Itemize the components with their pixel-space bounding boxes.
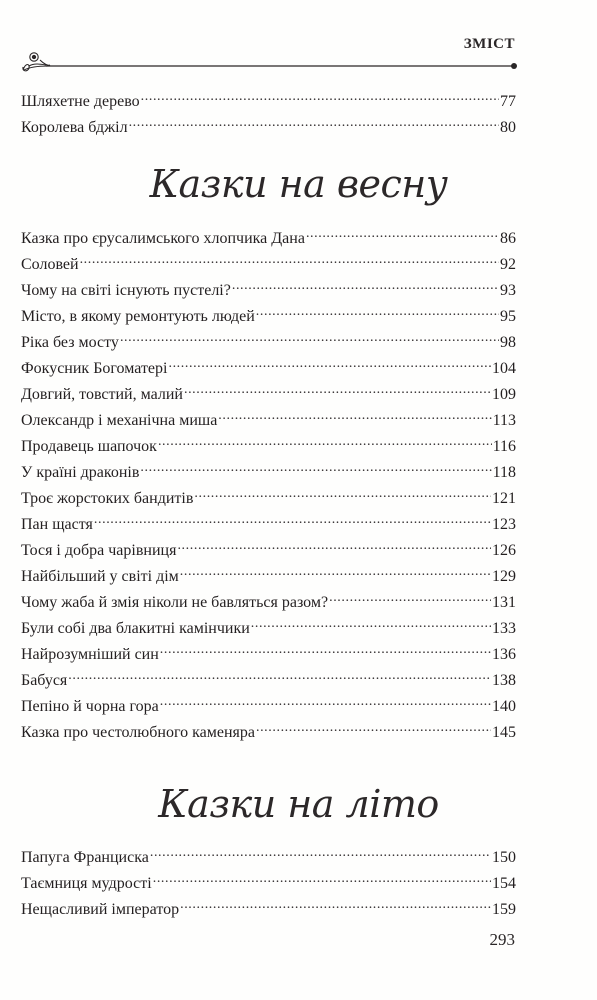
leader-dots: [158, 435, 492, 451]
toc-entry-page: 118: [492, 464, 516, 481]
toc-entry-title: Продавець шапочок: [21, 438, 157, 455]
toc-entry-page: 123: [492, 516, 516, 533]
toc-spring-list: [21, 226, 516, 746]
toc-entry[interactable]: [21, 304, 516, 330]
leader-dots: [184, 383, 491, 399]
toc-entry-page: 159: [492, 901, 516, 918]
section-heading-spring: Казки на весну: [149, 162, 448, 206]
toc-entry[interactable]: [21, 226, 516, 252]
toc-entry[interactable]: [21, 538, 516, 564]
toc-entry-page: 129: [492, 568, 516, 585]
leader-dots: [194, 487, 491, 503]
toc-top-list: [21, 89, 516, 141]
toc-entry[interactable]: [21, 720, 516, 746]
toc-entry-page: 138: [492, 672, 516, 689]
toc-entry-page: 86: [500, 230, 516, 247]
leader-dots: [256, 721, 491, 737]
toc-entry[interactable]: [21, 278, 516, 304]
toc-entry-title: Казка про честолюбного каменяра: [21, 724, 255, 741]
leader-dots: [80, 253, 499, 269]
leader-dots: [180, 898, 491, 914]
toc-entry-title: Довгий, товстий, малий: [21, 386, 183, 403]
toc-entry[interactable]: [21, 460, 516, 486]
toc-entry-title: Королева бджіл: [21, 119, 128, 136]
toc-entry-title: Шляхетне дерево: [21, 93, 140, 110]
toc-entry-page: 140: [492, 698, 516, 715]
toc-entry-title: Троє жорстоких бандитів: [21, 490, 194, 507]
toc-entry-title: Олександр і механічна миша: [21, 412, 218, 429]
toc-entry-page: 145: [492, 724, 516, 741]
toc-entry[interactable]: [21, 434, 516, 460]
toc-entry-page: 116: [492, 438, 516, 455]
toc-entry[interactable]: [21, 330, 516, 356]
toc-entry[interactable]: [21, 512, 516, 538]
leader-dots: [141, 90, 499, 106]
toc-entry-page: 92: [500, 256, 516, 273]
running-header-title: ЗМІСТ: [463, 36, 515, 52]
toc-entry[interactable]: [21, 694, 516, 720]
toc-entry-title: Найрозумніший син: [21, 646, 159, 663]
ornamental-rule-icon: [20, 50, 520, 80]
toc-entry[interactable]: [21, 382, 516, 408]
toc-entry-title: Ріка без мосту: [21, 334, 119, 351]
toc-entry-title: Місто, в якому ремонтують людей: [21, 308, 255, 325]
leader-dots: [306, 227, 499, 243]
toc-entry[interactable]: [21, 252, 516, 278]
toc-entry[interactable]: [21, 486, 516, 512]
toc-entry-title: Таємниця мудрості: [21, 875, 152, 892]
leader-dots: [140, 461, 491, 477]
toc-entry-page: 95: [500, 308, 516, 325]
leader-dots: [153, 872, 491, 888]
leader-dots: [160, 643, 491, 659]
toc-entry-page: 80: [500, 119, 516, 136]
page-number: 293: [489, 930, 515, 949]
toc-entry-title: Нещасливий імператор: [21, 901, 180, 918]
toc-entry[interactable]: [21, 642, 516, 668]
toc-entry-title: Пепіно й чорна гора: [21, 698, 159, 715]
toc-entry[interactable]: [21, 408, 516, 434]
toc-entry-page: 126: [492, 542, 516, 559]
toc-entry-title: Бабуся: [21, 672, 68, 689]
toc-entry-page: 93: [500, 282, 516, 299]
toc-entry-page: 150: [492, 849, 516, 866]
toc-entry[interactable]: [21, 845, 516, 871]
toc-entry-title: Казка про єрусалимського хлопчика Дана: [21, 230, 305, 247]
section-heading-summer: Казки на літо: [158, 782, 439, 826]
toc-entry-page: 131: [492, 594, 516, 611]
toc-entry-page: 104: [492, 360, 516, 377]
toc-entry[interactable]: [21, 616, 516, 642]
leader-dots: [94, 513, 491, 529]
toc-entry-title: Чому на світі існують пустелі?: [21, 282, 231, 299]
leader-dots: [180, 565, 491, 581]
toc-entry-title: Фокусник Богоматері: [21, 360, 168, 377]
leader-dots: [129, 116, 499, 132]
toc-entry-title: Найбільший у світі дім: [21, 568, 179, 585]
leader-dots: [251, 617, 491, 633]
toc-entry-page: 136: [492, 646, 516, 663]
toc-entry-page: 109: [492, 386, 516, 403]
leader-dots: [68, 669, 491, 685]
toc-entry[interactable]: [21, 356, 516, 382]
leader-dots: [168, 357, 491, 373]
leader-dots: [256, 305, 499, 321]
toc-entry-title: Тося і добра чарівниця: [21, 542, 177, 559]
toc-entry[interactable]: [21, 89, 516, 115]
toc-entry-page: 77: [500, 93, 516, 110]
toc-entry[interactable]: [21, 590, 516, 616]
leader-dots: [232, 279, 499, 295]
toc-entry-title: Папуга Франциска: [21, 849, 149, 866]
toc-summer-list: [21, 845, 516, 923]
leader-dots: [160, 695, 491, 711]
toc-entry[interactable]: [21, 115, 516, 141]
toc-entry[interactable]: [21, 564, 516, 590]
leader-dots: [120, 331, 499, 347]
leader-dots: [218, 409, 491, 425]
toc-entry[interactable]: [21, 871, 516, 897]
toc-entry-title: Чому жаба й змія ніколи не бавляться разом?: [21, 594, 329, 611]
toc-entry-page: 121: [492, 490, 516, 507]
toc-entry-page: 113: [492, 412, 516, 429]
toc-entry[interactable]: [21, 668, 516, 694]
toc-entry-title: Були собі два блакитні камінчики: [21, 620, 250, 637]
leader-dots: [177, 539, 491, 555]
toc-entry-page: 133: [492, 620, 516, 637]
toc-entry-title: У країні драконів: [21, 464, 140, 481]
toc-entry-title: Соловей: [21, 256, 79, 273]
toc-entry-page: 154: [492, 875, 516, 892]
toc-entry[interactable]: [21, 897, 516, 923]
toc-entry-page: 98: [500, 334, 516, 351]
toc-entry-title: Пан щастя: [21, 516, 93, 533]
leader-dots: [150, 846, 491, 862]
leader-dots: [329, 591, 491, 607]
